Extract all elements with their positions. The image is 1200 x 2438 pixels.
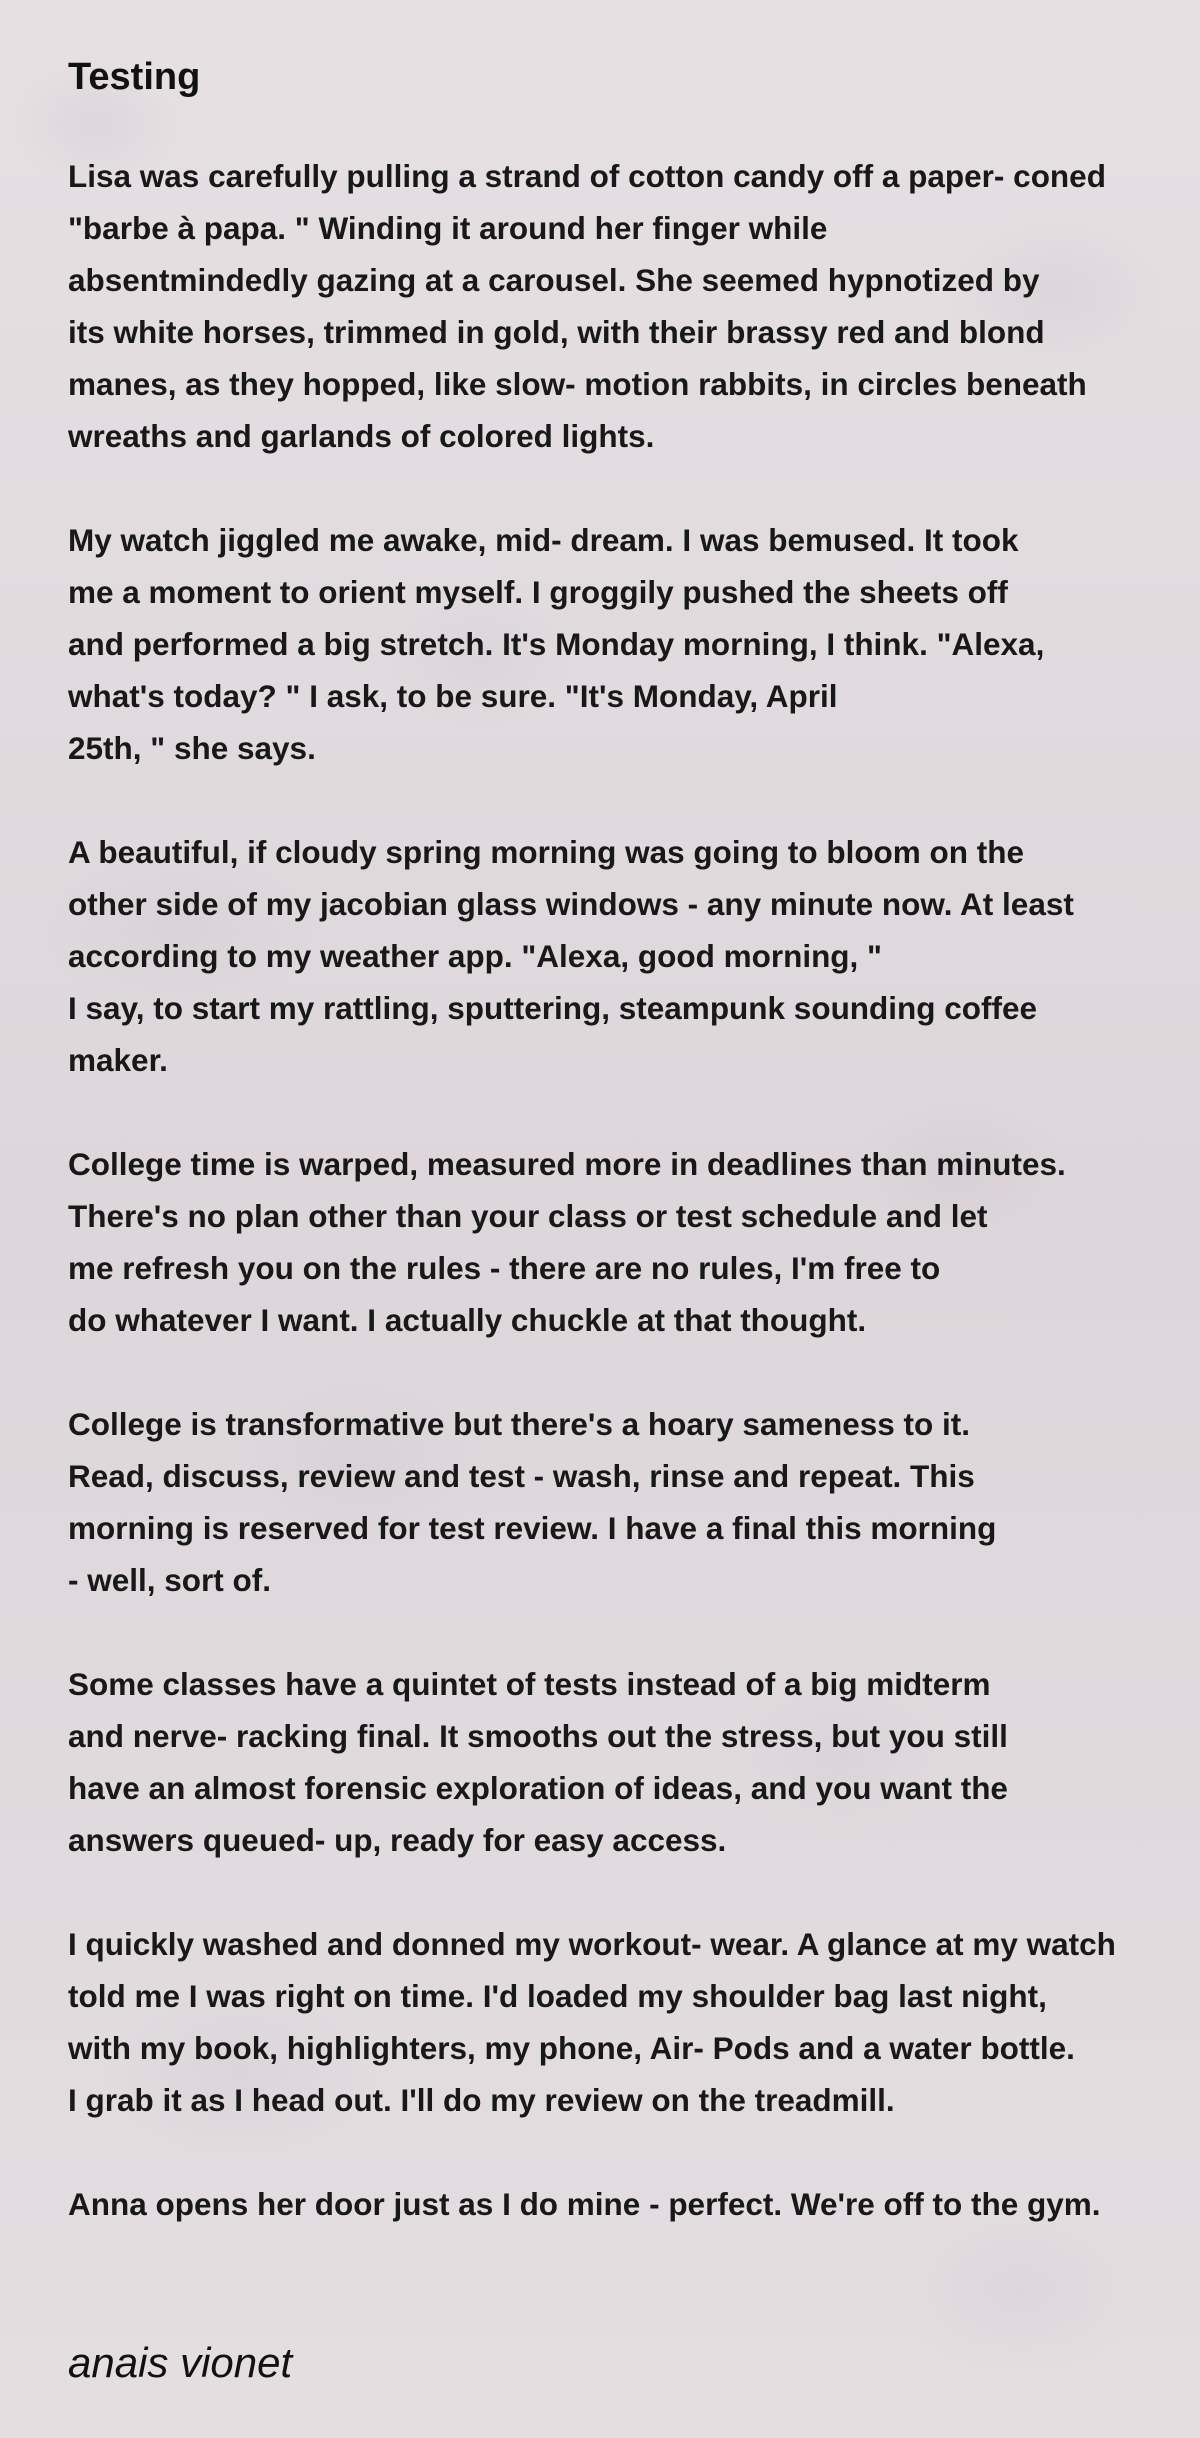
stanza xyxy=(68,1138,1178,1346)
poem-line: Anna opens her door just as I do mine - perfect. We're off to the gym. xyxy=(68,2186,1101,2222)
poem-body xyxy=(68,150,1178,2282)
poem-line: manes, as they hopped, like slow- motion rabbits, in circles beneath xyxy=(68,366,1087,402)
poem-line: My watch jiggled me awake, mid- dream. I was bemused. It took xyxy=(68,522,1019,558)
poem-line: absentmindedly gazing at a carousel. She seemed hypnotized by xyxy=(68,262,1040,298)
stanza xyxy=(68,2178,1178,2230)
poem-line: Lisa was carefully pulling a strand of cotton candy off a paper- coned xyxy=(68,158,1106,194)
poem-line: its white horses, trimmed in gold, with their brassy red and blond xyxy=(68,314,1045,350)
poem-line: told me I was right on time. I'd loaded my shoulder bag last night, xyxy=(68,1978,1047,2014)
poem-line: College time is warped, measured more in deadlines than minutes. xyxy=(68,1146,1066,1182)
poem-line: have an almost forensic exploration of ideas, and you want the xyxy=(68,1770,1008,1806)
poem-line: what's today? " I ask, to be sure. "It's Monday, April xyxy=(68,678,838,714)
poem-line: 25th, " she says. xyxy=(68,730,316,766)
poem-line: and performed a big stretch. It's Monday morning, I think. "Alexa, xyxy=(68,626,1045,662)
stanza xyxy=(68,150,1178,462)
poem-title: Testing xyxy=(68,56,201,98)
stanza xyxy=(68,1658,1178,1866)
poem-line: according to my weather app. "Alexa, good morning, " xyxy=(68,938,882,974)
poem-line: with my book, highlighters, my phone, Air- Pods and a water bottle. xyxy=(68,2030,1075,2066)
poem-line: morning is reserved for test review. I have a final this morning xyxy=(68,1510,997,1546)
poem-line: Read, discuss, review and test - wash, rinse and repeat. This xyxy=(68,1458,975,1494)
stanza xyxy=(68,1918,1178,2126)
stanza xyxy=(68,514,1178,774)
poem-line: I say, to start my rattling, sputtering, steampunk sounding coffee xyxy=(68,990,1038,1026)
poem-line: "barbe à papa. " Winding it around her finger while xyxy=(68,210,828,246)
poem-line: me refresh you on the rules - there are no rules, I'm free to xyxy=(68,1250,941,1286)
poem-line: answers queued- up, ready for easy access. xyxy=(68,1822,727,1858)
poem-line: maker. xyxy=(68,1042,168,1078)
poem-line: wreaths and garlands of colored lights. xyxy=(68,418,655,454)
poem-line: me a moment to orient myself. I groggily pushed the sheets off xyxy=(68,574,1008,610)
poem-line: do whatever I want. I actually chuckle at that thought. xyxy=(68,1302,867,1338)
poem-line: I quickly washed and donned my workout- wear. A glance at my watch xyxy=(68,1926,1116,1962)
poem-line: Some classes have a quintet of tests instead of a big midterm xyxy=(68,1666,991,1702)
poem-line: and nerve- racking final. It smooths out the stress, but you still xyxy=(68,1718,1008,1754)
stanza xyxy=(68,826,1178,1086)
poem-line: College is transformative but there's a hoary sameness to it. xyxy=(68,1406,971,1442)
poem-line: other side of my jacobian glass windows - any minute now. At least xyxy=(68,886,1074,922)
stanza xyxy=(68,1398,1178,1606)
poem-line: A beautiful, if cloudy spring morning was going to bloom on the xyxy=(68,834,1025,870)
poem-author: anais vionet xyxy=(68,2339,293,2386)
poem-line: I grab it as I head out. I'll do my review on the treadmill. xyxy=(68,2082,895,2118)
poem-line: There's no plan other than your class or test schedule and let xyxy=(68,1198,988,1234)
poem-line: - well, sort of. xyxy=(68,1562,272,1598)
